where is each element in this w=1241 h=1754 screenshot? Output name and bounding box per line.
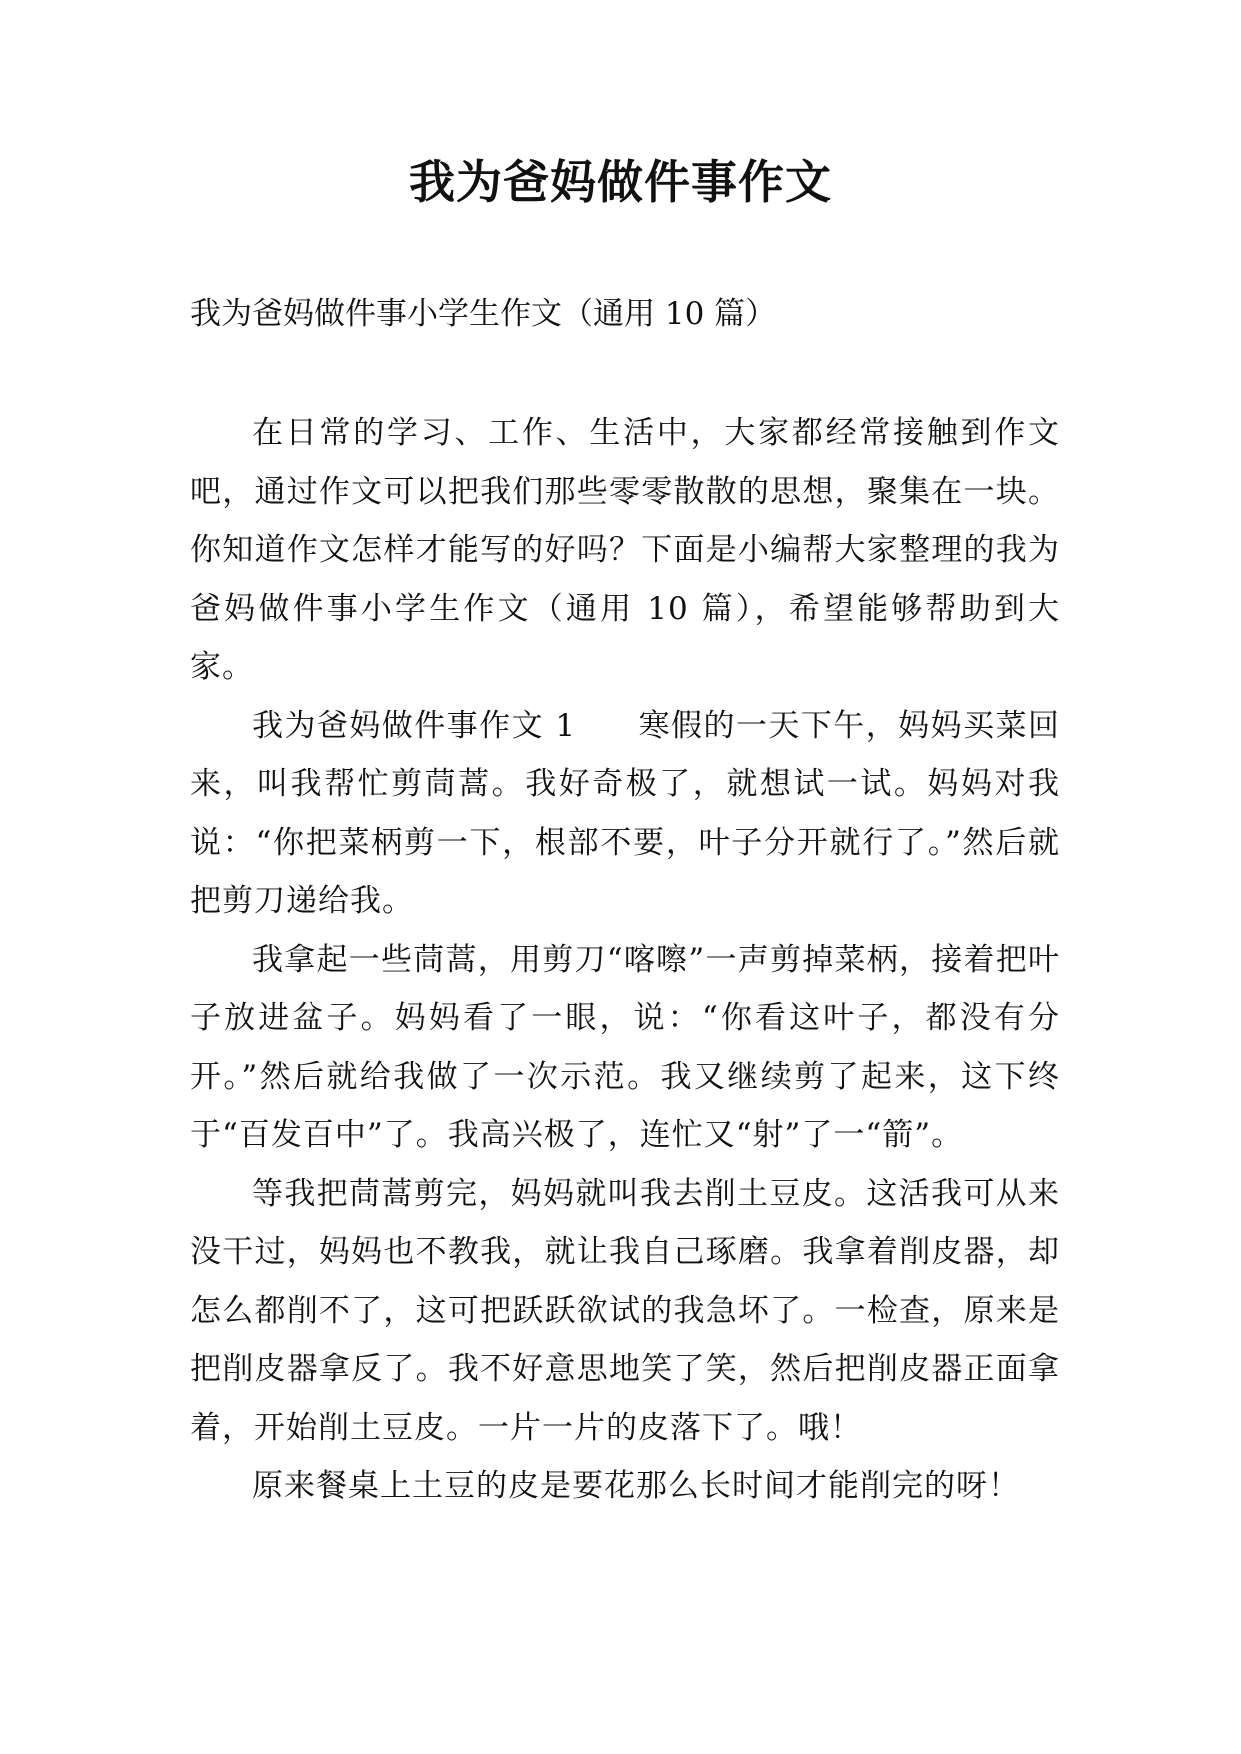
essay-1-paragraph-1-text: 寒假的一天下午，妈妈买菜回来，叫我帮忙剪茼蒿。我好奇极了，就想试一试。妈妈对我说：“你把菜柄剪一下，根部不要，叶子分开就行了。”然后就把剪刀递给我。: [190, 707, 1060, 919]
essay-1-paragraph-3: 等我把茼蒿剪完，妈妈就叫我去削土豆皮。这活我可从来没干过，妈妈也不教我，就让我自己琢磨。我拿着削皮器，却怎么都削不了，这可把跃跃欲试的我急坏了。一检查，原来是把削皮器拿反了。我不好意思地笑了笑，然后把削皮器正面拿着，开始削土豆皮。一片一片的皮落下了。哦！: [190, 1175, 1060, 1446]
document-subtitle: 我为爸妈做件事小学生作文（通用 10 篇）: [190, 296, 777, 332]
essay-1-paragraph-2: 我拿起一些茼蒿，用剪刀“喀嚓”一声剪掉菜柄，接着把叶子放进盆子。妈妈看了一眼，说：“你看这叶子，都没有分开。”然后就给我做了一次示范。我又继续剪了起来，这下终于“百发百中”了。我高兴极了，连忙又“射”了一“箭”。: [190, 941, 1060, 1153]
intro-paragraph: 在日常的学习、工作、生活中，大家都经常接触到作文吧，通过作文可以把我们那些零零散散的思想，聚集在一块。你知道作文怎样才能写的好吗？下面是小编帮大家整理的我为爸妈做件事小学生作文（通用 10 篇），希望能够帮助到大家。: [190, 415, 1060, 685]
essay-1-paragraph-1: [190, 697, 1060, 931]
essay-1-paragraph-4: 原来餐桌上土豆的皮是要花那么长时间才能削完的呀！: [252, 1468, 1020, 1504]
essay-1-heading: 我为爸妈做件事作文 1: [252, 707, 577, 744]
document-title: 我为爸妈做件事作文: [409, 155, 832, 209]
document-body: [190, 404, 1060, 1516]
